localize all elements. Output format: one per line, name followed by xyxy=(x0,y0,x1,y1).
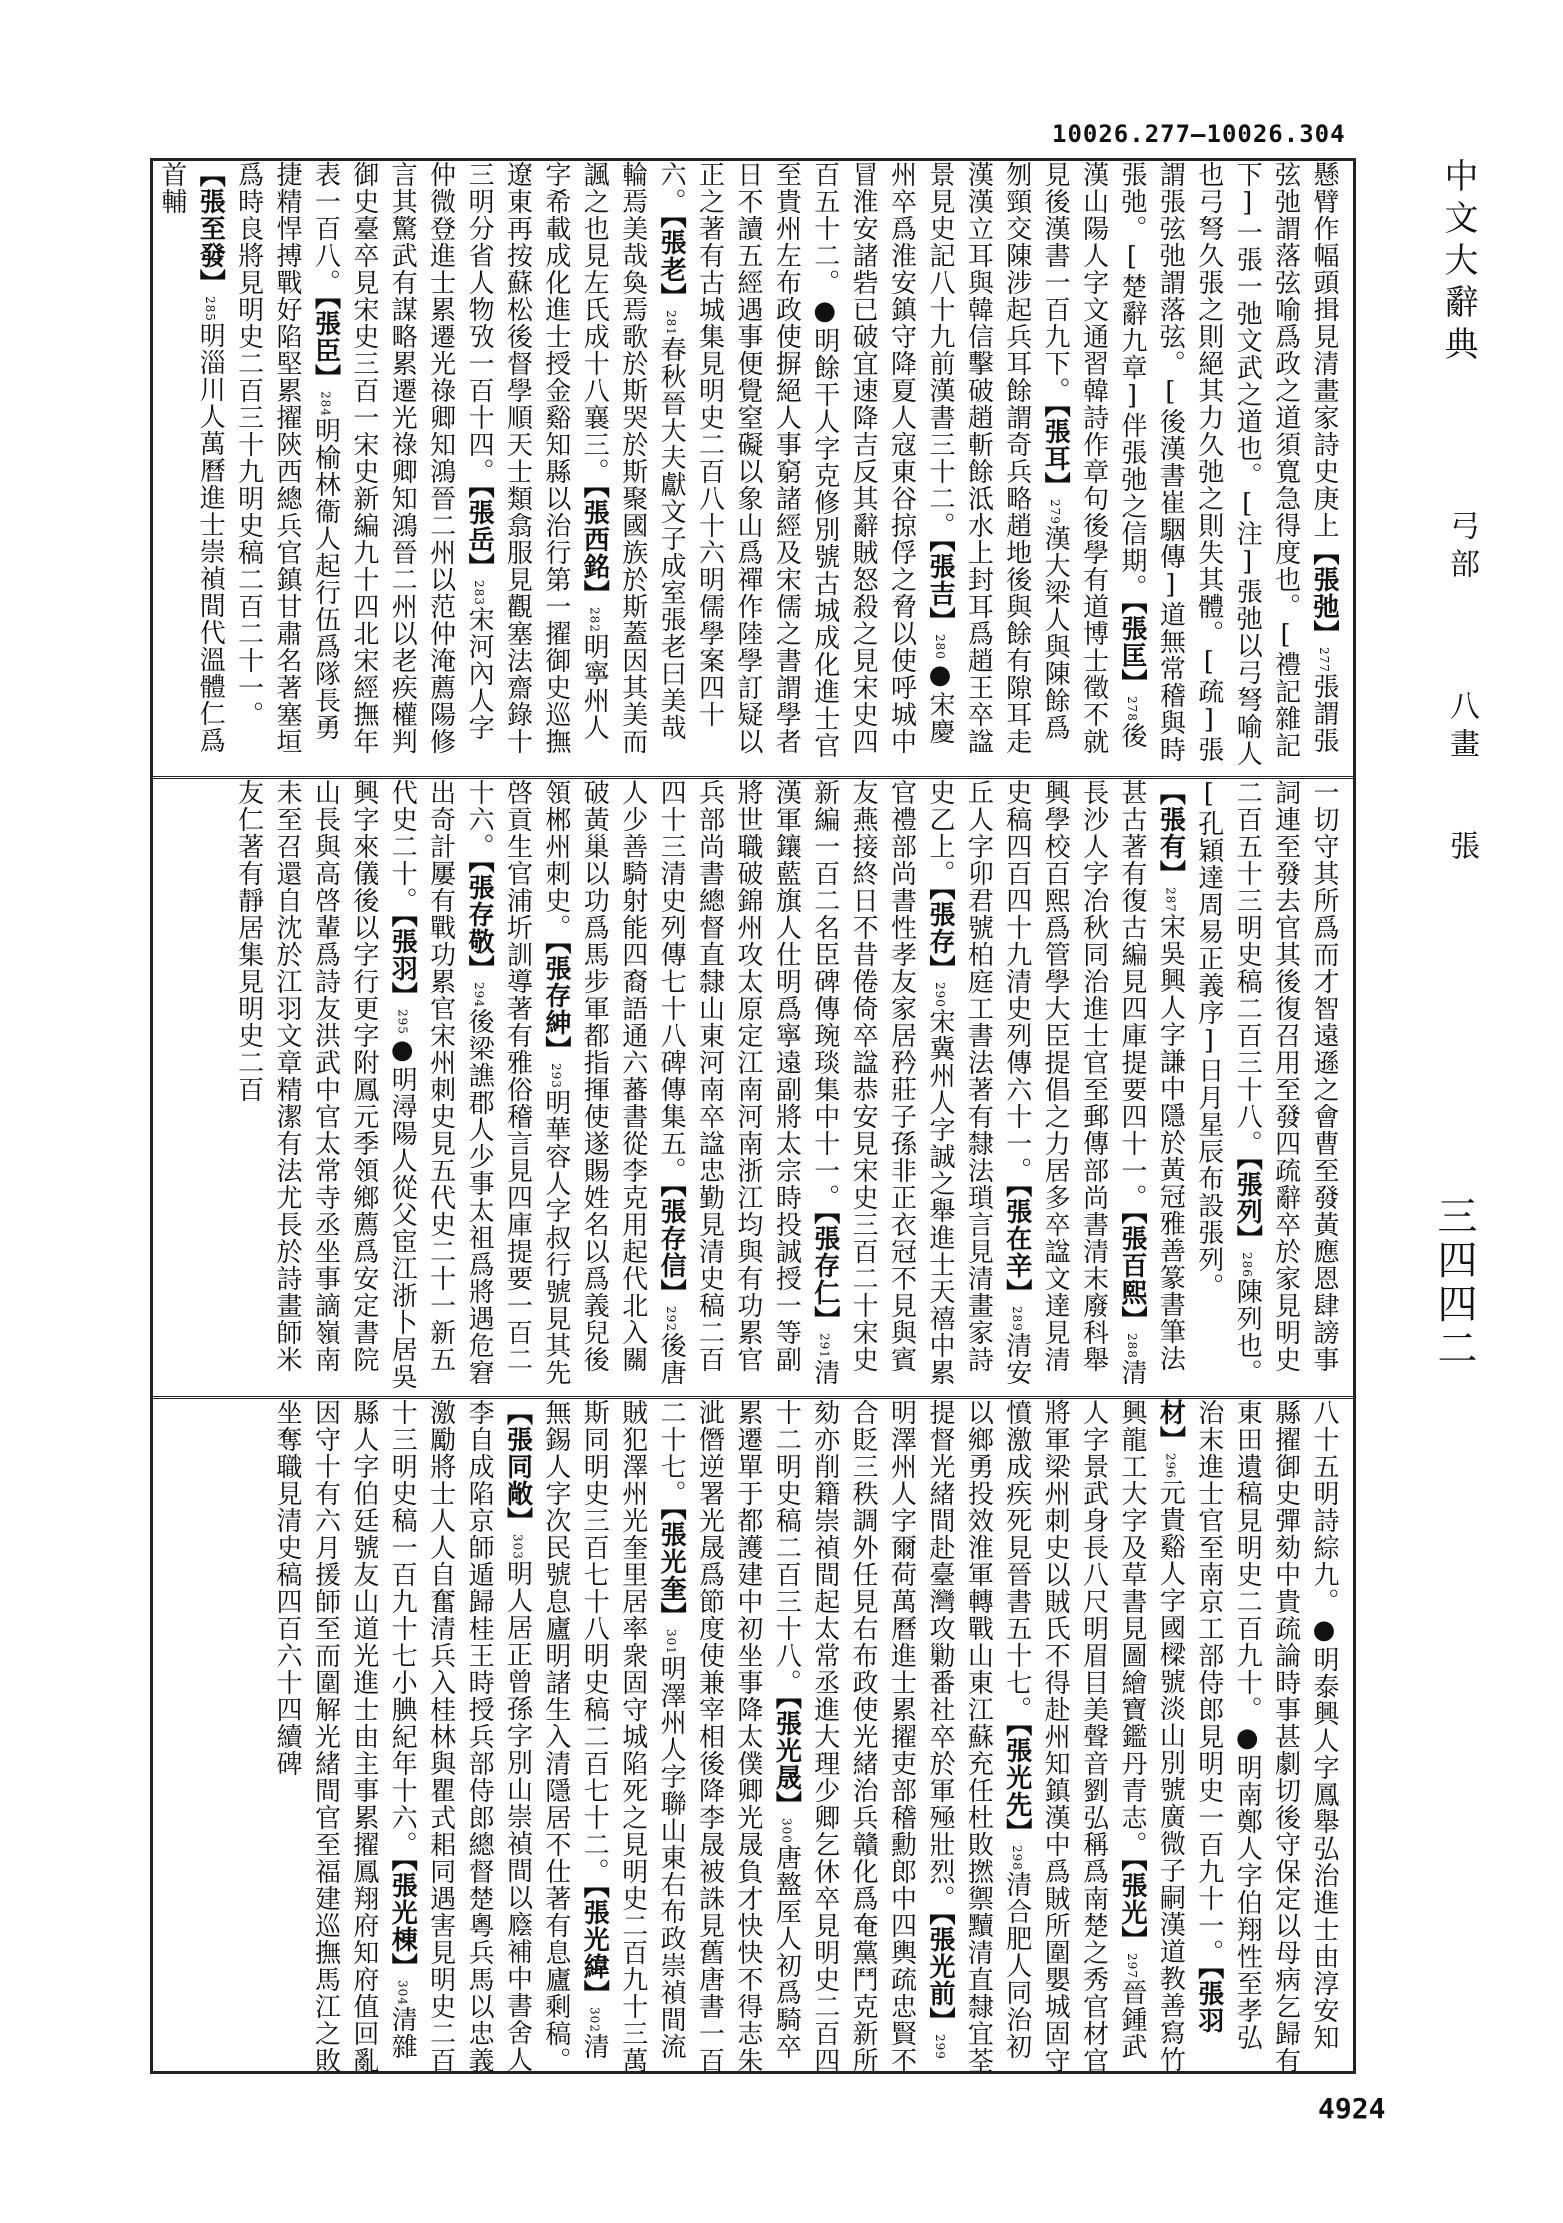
entry-number: 282 xyxy=(587,607,602,633)
entry-headword: 【張西銘】 xyxy=(579,485,610,607)
entry-headword: 【張列】 xyxy=(1232,1157,1263,1252)
entry-headword: 【張光棟】 xyxy=(387,1858,418,1980)
entry-headword: 【張岳】 xyxy=(464,485,495,580)
entry-headword: 【張光晟】 xyxy=(771,1696,802,1818)
tier-bottom xyxy=(153,1396,1353,2074)
entry-number: 293 xyxy=(548,1063,563,1089)
entry-headword: 【張存信】 xyxy=(656,1184,687,1306)
entry-definition: 張謂張弦弛謂落弦喻爲政之道須寬急得度也。[禮記雜記下]一張一弛文武之道也。[注]張弛以弓弩喻人也弓弩久張之則絕其力久弛之則失其體。[疏]張謂張弦弛謂落弦。[後漢書崔駰傳]道無常稽與時張弛。[楚辭九章]伴張弛之信期。 xyxy=(1116,161,1339,767)
entry-number: 303 xyxy=(510,1534,525,1560)
entry-number: 288 xyxy=(1124,1333,1139,1359)
entry-number: 301 xyxy=(664,1629,679,1655)
entry-definition: 漢大梁人與陳餘爲刎頸交陳涉起兵耳餘謂奇兵略趙地後與餘有隙耳走漢漢立耳與韓信擊破趙斬餘泜水上封耳爲趙王卒諡景見史記八十九前漢書三十二。 xyxy=(924,161,1071,755)
entry-number: 278 xyxy=(1124,696,1139,722)
entry-number: 299 xyxy=(932,2034,947,2060)
entry-definition: ●明潯陽人從父宦江浙卜居吳興字來儀後以字行更字附鳳元季領鄉薦爲安定書院山長與高啓輩爲詩友洪武中官太常寺丞坐事謫嶺南未至召還自沈於江羽文章精潔有法尤長於詩畫師米友仁著有靜居集見明史二百 xyxy=(233,779,418,1390)
entry-number: 289 xyxy=(1009,1306,1024,1332)
entry-headword: 【張光奎】 xyxy=(656,1507,687,1629)
continued-text: 懸臂作幅頭揖見清畫家詩史庚上 xyxy=(1309,161,1339,539)
entry-definition: ●宋慶州卒爲淮安鎮守降夏人寇東谷掠俘之脅以使呼城中冒淮安諸砦已破宜速降吉反其辭賊怒殺之見宋史四百五十二。●明餘干人字克修別號古城成化進士官至貴州左布政使摒絕人事窮諸經及宋儒之書謂學者日不讀五經遇事便覺窒礙以象山爲禪作陸學訂疑以正之著有古城集見明史二百八十六明儒學案四十六。 xyxy=(656,161,955,759)
dictionary-entry xyxy=(157,161,225,754)
entry-definition: 清無錫人字次民號息廬明諸生入清隱居不仕著有息廬剩稿。 xyxy=(540,1399,610,2074)
entry-number: 291 xyxy=(817,1333,832,1359)
entry-definition: 明澤州人字聯山東右布政崇禎間流賊犯澤州光奎里居率衆固守城陷死之見明史二百九十三萬斯同明史三百七十八明史稿二百七十二。 xyxy=(579,1399,687,2074)
entry-definition: 明淄川人萬曆進士崇禎間代溫體仁爲首輔 xyxy=(156,161,226,754)
entry-number: 285 xyxy=(203,296,218,322)
entry-headword: 【張光先】 xyxy=(1001,1723,1032,1845)
continued-text: 八十五明詩綜九。●明泰興人字鳳舉弘治進士由淳安知縣擢御史彈劾中貴疏論時事甚劇切後守保定以母病乞歸有東田遺稿見明史二百九十。●明南鄭人字伯翔性至孝弘治末進士官至南京工部侍郎見明史一百九十一。 xyxy=(1193,1399,1339,2074)
entry-headword: 【張存】 xyxy=(924,887,955,982)
entry-definition: 清合肥人同治初以鄉勇投效淮軍轉戰山東江蘇充任杜敗撚禦黷清直隸宜荃提督光緒間赴臺灣攻勦番社卒於軍殛壯烈。 xyxy=(924,1399,1032,2074)
entry-definition: 後唐人少善騎射能四裔語通六蕃書從李克用起代北入關破黃巢以功爲馬步軍都指揮使遂賜姓名以爲義兒後領郴州刺史。 xyxy=(540,779,687,1386)
entry-headword: 【張存仁】 xyxy=(809,1211,840,1333)
entry-headword: 【張老】 xyxy=(656,215,687,310)
entry-number: 292 xyxy=(664,1306,679,1332)
entry-range: 10026.277—10026.304 xyxy=(1052,120,1346,148)
dictionary-entry xyxy=(1117,161,1339,767)
book-title: 中文大辭典 xyxy=(1438,158,1478,368)
dictionary-entry xyxy=(1309,161,1339,539)
entry-number: 280 xyxy=(932,634,947,660)
entry-headword: 【張至發】 xyxy=(195,161,226,296)
entry-definition: 清漢軍鑲藍旗人仕明爲寧遠副將太宗時投誠授一等副將世職破錦州攻太原定江南河南浙江均與有功累官兵部尚書總督直隸山東河南卒諡忠勤見清史稿二百四十三清史列傳七十八碑傳集五。 xyxy=(656,779,840,1386)
entry-number: 295 xyxy=(395,1009,410,1035)
entry-number: 304 xyxy=(395,1980,410,2006)
entry-headword: 【張耳】 xyxy=(1040,404,1071,499)
entry-number: 283 xyxy=(472,580,487,606)
dictionary-entry xyxy=(656,161,955,759)
radical-section: 弓部 xyxy=(1444,510,1479,586)
entry-definition: 後漢山陽人字文通習韓詩作章句後學有道博士徵不就見後漢書一百九下。 xyxy=(1040,161,1147,755)
entry-definition: 宋吳興人字謙中隱於黃冠雅善篆書筆法甚古著有復古編見四庫提要四十一。 xyxy=(1116,779,1186,1372)
entry-headword: 【張有】 xyxy=(1155,779,1186,887)
entry-number: 294 xyxy=(472,982,487,1008)
entry-definition: 清安丘人字卯君號柏庭工書法著有隸法瑣言見清畫家詩史乙上。 xyxy=(924,779,1032,1386)
head-character: 張 xyxy=(1444,830,1479,868)
entry-number: 298 xyxy=(1009,1845,1024,1871)
entry-headword: 【張存紳】 xyxy=(540,941,571,1063)
entry-definition: 陳列也。[孔穎達周易正義序]日月星辰布設張列。 xyxy=(1193,779,1263,1386)
entry-number: 290 xyxy=(932,982,947,1008)
entry-headword: 【張弛】 xyxy=(1309,539,1339,647)
entry-headword: 【張吉】 xyxy=(924,539,955,634)
entry-number: 287 xyxy=(1163,887,1178,913)
entry-number: 300 xyxy=(779,1818,794,1844)
entry-number: 296 xyxy=(1163,1453,1178,1479)
entry-definition: 明人居正曾孫字別山崇禎間以廕補中書舍人李自成陷京師遁歸桂王時授兵部侍郎總督楚粵兵馬以忠義激勵將士人人自奮清兵入桂林與瞿式耜同遇害見明史二百十三明史稿一百九十七小腆紀年十六。 xyxy=(387,1399,533,2074)
entry-definition: 晉鍾武人字景武身長八尺明眉目美聲音劉弘稱爲南楚之秀官材官將軍梁州刺史以賊氏不得赴州知鎮漢中爲賊所圍嬰城固守憤激成疾死見晉書五十七。 xyxy=(1001,1399,1147,2074)
entry-number: 281 xyxy=(664,310,679,336)
entry-headword: 【張光緯】 xyxy=(579,1885,610,2007)
entry-headword: 【張匡】 xyxy=(1116,601,1147,696)
tier-top xyxy=(153,161,1353,767)
entry-number: 286 xyxy=(1240,1252,1255,1278)
continued-text: 一切守其所爲而才智遠遜之會曹至發黃應恩肆謗事詞連至發去官其後復召用至發四疏辭卒於家見明史二百五十三明史稿二百三十八。 xyxy=(1232,779,1339,1373)
entry-definition: 元貴谿人字國樑號淡山別號廣微子嗣漢道教善寫竹興龍工大字及草書見圖繪寶鑑丹青志。 xyxy=(1116,1399,1186,2073)
page-number: 4924 xyxy=(1318,2092,1386,2125)
entry-definition: 春秋晉大夫獻文子成室張老曰美哉輪焉美哉奐焉歌於斯哭於斯聚國族於斯蓋因其美而諷之也見左氏成十八襄三。 xyxy=(579,161,687,755)
entry-definition: 清長沙人字冶秋同治進士官至郵傳部尚書清末廢科舉興學校百熙爲管學大臣提倡之力居多卒諡文達見清史稿四百四十九清史列傳六十一。 xyxy=(1001,779,1147,1386)
entry-headword: 【張存敬】 xyxy=(464,860,495,982)
entry-definition: 明華容人字叔行號見其先啓貢生官浦圻訓導著有雅俗稽言見四庫提要一百二十六。 xyxy=(464,779,571,1386)
entry-definition: 清雜縣人字伯廷號友山道光進士由主事累擢鳳翔府知府值回亂因守十有六月援師至而圍解光緒間官至福建巡撫馬江之敗坐奪職見清史稿四百六十四續碑 xyxy=(272,1399,418,2074)
entry-definition: 明寧州人字希載成化進士授金谿知縣以治行第一擢御史巡撫遼東再按蘇松後督學順天士類翕服見觀塞法齋錄十三明分省人物攷一百十四。 xyxy=(464,161,610,755)
entry-headword: 【張在辛】 xyxy=(1001,1184,1032,1306)
entry-headword: 【張臣】 xyxy=(310,296,341,391)
entry-definition: 明澤州人字爾荷萬曆進士累擢吏部稽勳郎中四輿疏忠賢不合貶三秩調外任見右布政使光緒治兵贛化爲奄黨鬥克新所劾亦削籍崇禎間起太常丞進大理少卿乞休卒見明史二百四十二明史稿二百三十八。 xyxy=(771,1399,917,2074)
stroke-count: 八畫 xyxy=(1444,690,1479,766)
entry-number: 302 xyxy=(587,2007,602,2033)
page-rank: 三四四二 xyxy=(1431,1195,1477,1371)
entry-definition: 宋河內人字仲微登進士累遷光祿卿知鴻晉二州以范仲淹薦陽修言其驚武有謀略累遷光祿卿知鴻晉二州以老疾權判御史臺卒見宋史三百一宋史新編九十四北宋經撫年表一百八。 xyxy=(310,161,495,755)
entry-headword: 【張羽材】 xyxy=(1155,1399,1224,2034)
entry-definition: 後梁譙郡人少事太祖爲將遇危窘出奇計屢有戰功累官宋州刺史見五代史二十一新五代史二十。 xyxy=(387,779,495,1386)
entry-definition: 宋冀州人字誠之舉進士天禧中累官禮部尚書性孝友家居矜莊子孫非正衣冠不見與賓友燕接終日不昔倦倚卒諡恭安見宋史三百二十宋史新編一百二名臣碑傳琬琰集中十一。 xyxy=(809,779,955,1386)
entry-number: 284 xyxy=(318,391,333,417)
entry-headword: 【張羽】 xyxy=(387,914,418,1009)
entry-number: 297 xyxy=(1124,1953,1139,1979)
entry-headword: 【張光】 xyxy=(1116,1858,1147,1953)
entry-headword: 【張同敞】 xyxy=(502,1399,533,1534)
entry-number: 277 xyxy=(1317,647,1331,673)
entry-number: 279 xyxy=(1048,499,1063,525)
entry-headword: 【張光前】 xyxy=(924,1912,955,2034)
entry-definition: 明榆林衞人起行伍爲隊長勇捷精悍搏戰好陷堅累擢陝西總兵官鎮甘肅名著塞垣爲時良將見明史二百三十九明史稿二百二十一。 xyxy=(233,161,341,755)
text-frame xyxy=(150,158,1356,2074)
entry-definition: 唐盩厔人初爲騎卒累遷單于都護建中初坐事降太僕卿光晟負才快快不得志朱泚僭逆署光晟爲節度使兼宰相後降李晟被誅見舊唐書一百二十七。 xyxy=(656,1399,802,2074)
tier-middle xyxy=(153,776,1353,1390)
entry-headword: 【張百熙】 xyxy=(1116,1211,1147,1333)
